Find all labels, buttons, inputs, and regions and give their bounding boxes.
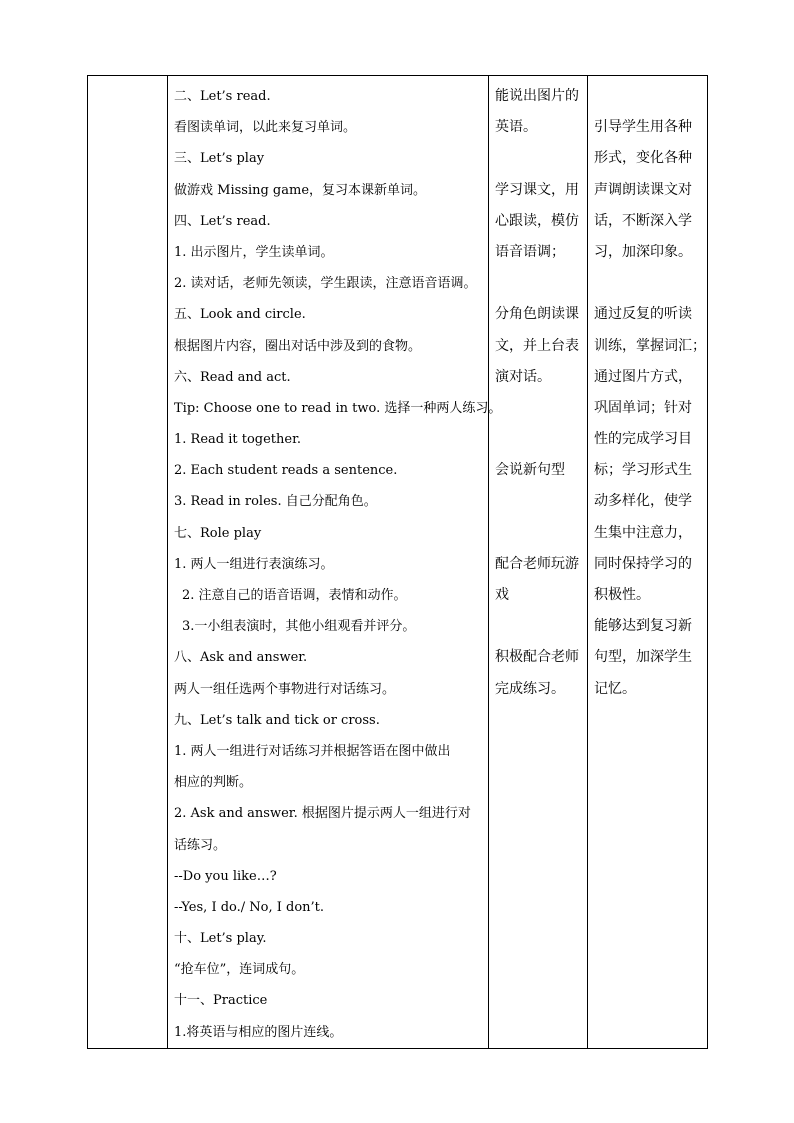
activity-line [495, 268, 587, 299]
intent-line: 习，加深印象。 [594, 243, 692, 260]
step-line: 1. 两人一组进行表演练习。 [174, 556, 334, 572]
activity-line: 语音语调； [495, 243, 565, 260]
table-row [88, 76, 708, 1049]
step-line: 两人一组任选两个事物进行对话练习。 [174, 681, 396, 697]
activity-line: 文，并上台表 [495, 337, 579, 354]
step-line: 1. 两人一组进行对话练习并根据答语在图中做出 [174, 743, 451, 759]
step-line: 根据图片内容，圈出对话中涉及到的食物。 [174, 338, 422, 354]
step-line: 八、Ask and answer. [174, 650, 308, 666]
activity-line [495, 611, 587, 642]
intent-line [594, 81, 707, 112]
intent-line [594, 268, 707, 299]
step-line: --Do you like…? [174, 868, 277, 884]
activity-line [495, 518, 587, 549]
step-line: --Yes, I do./ No, I don’t. [174, 899, 325, 915]
activity-line: 演对话。 [495, 368, 551, 385]
step-line: 相应的判断。 [174, 775, 253, 791]
intent-line: 形式，变化各种 [594, 150, 692, 167]
step-line: 六、Read and act. [174, 369, 291, 385]
step-line: 2. Each student reads a sentence. [174, 463, 398, 479]
step-line: 2. 注意自己的语音语调，表情和动作。 [182, 588, 407, 603]
step-line: 话练习。 [174, 837, 227, 853]
step-line: 2. 读对话，老师先领读，学生跟读，注意语音语调。 [174, 276, 477, 292]
step-line: 四、Let’s read. [174, 213, 271, 229]
activity-line: 能说出图片的 [495, 88, 579, 104]
intent-line: 生集中注意力， [594, 524, 692, 541]
step-line: 五、Look and circle. [174, 307, 306, 323]
step-line: 七、Role play [174, 525, 262, 541]
intent-line: 记忆。 [594, 680, 636, 697]
intent-line: 引导学生用各种 [594, 119, 692, 136]
intent-line: 同时保持学习的 [594, 555, 692, 572]
design-intent-list [588, 76, 707, 705]
intent-line: 动多样化，使学 [594, 493, 692, 510]
step-line: 十、Let’s play. [174, 931, 267, 947]
step-line: “抢车位”，连词成句。 [174, 962, 305, 978]
intent-line: 训练，掌握词汇； [594, 337, 706, 354]
step-line: 3.一小组表演时，其他小组观看并评分。 [182, 619, 416, 635]
design-intent-cell [588, 76, 708, 1049]
step-line: Tip: Choose one to read in two. 选择一种两人练习。 [174, 400, 502, 416]
intent-line: 标；学习形式生 [594, 462, 692, 479]
intent-line: 能够达到复习新 [594, 618, 692, 635]
intent-line: 声调朗读课文对 [594, 181, 692, 198]
step-line: 1. 出示图片，学生读单词。 [174, 244, 334, 260]
activity-line: 配合老师玩游 [495, 555, 579, 572]
activity-line [495, 143, 587, 174]
activity-line: 积极配合老师 [495, 649, 579, 666]
step-line: 三、Let’s play [174, 151, 265, 167]
activity-line [495, 486, 587, 517]
intent-line: 积极性。 [594, 587, 650, 603]
intent-line: 句型，加深学生 [594, 649, 692, 666]
step-line: 1. Read it together. [174, 432, 302, 448]
activity-line: 英语。 [495, 119, 537, 136]
step-line: 九、Let’s talk and tick or cross. [174, 712, 380, 728]
activity-line [495, 424, 587, 455]
activity-line: 心跟读，模仿 [495, 212, 579, 229]
student-activity-list [489, 76, 587, 705]
lesson-plan-table [87, 75, 708, 1049]
step-line: 做游戏 Missing game，复习本课新单词。 [174, 182, 427, 198]
teaching-steps-cell [168, 76, 502, 1049]
step-line: 二、Let’s read. [174, 89, 271, 104]
activity-line: 分角色朗读课 [495, 306, 579, 323]
activity-line: 学习课文，用 [495, 181, 579, 198]
activity-line: 完成练习。 [495, 680, 565, 697]
teaching-steps-list [168, 76, 502, 1048]
step-line: 1.将英语与相应的图片连线。 [174, 1024, 343, 1040]
activity-line: 会说新句型 [495, 462, 565, 479]
stage-column-cell [88, 76, 168, 1049]
intent-line: 性的完成学习目 [594, 431, 692, 448]
intent-line: 话，不断深入学 [594, 212, 692, 229]
student-activity-cell [489, 76, 588, 1049]
step-line: 十一、Practice [174, 993, 268, 1009]
step-line: 看图读单词，以此来复习单词。 [174, 120, 357, 136]
intent-line: 通过反复的听读 [594, 306, 692, 323]
intent-line: 巩固单词；针对 [594, 399, 692, 416]
step-line: 3. Read in roles. 自己分配角色。 [174, 494, 377, 510]
activity-line: 戏 [495, 587, 509, 603]
step-line: 2. Ask and answer. 根据图片提示两人一组进行对 [174, 806, 471, 822]
activity-line [495, 393, 587, 424]
intent-line: 通过图片方式， [594, 368, 692, 385]
